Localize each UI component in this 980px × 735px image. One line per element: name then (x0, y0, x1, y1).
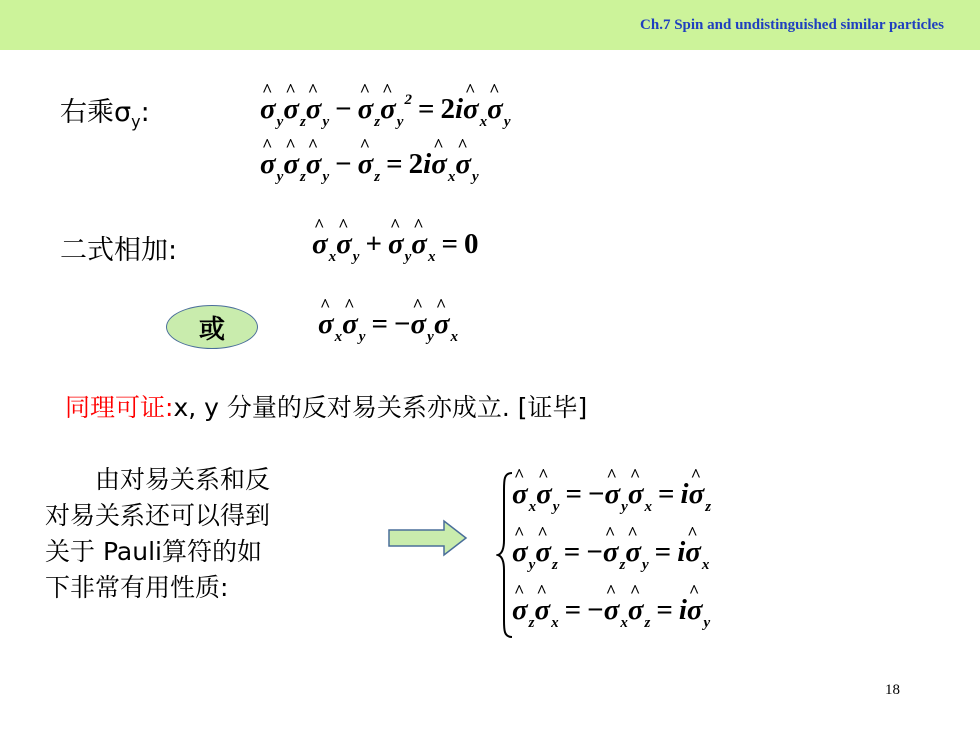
equals-sign: = (563, 536, 581, 568)
sigma-hat-symbol: ^ σ (431, 148, 447, 181)
right-multiply-colon: : (140, 97, 150, 128)
subscript: z (644, 615, 651, 631)
sigma-hat-symbol: ^ σ (628, 594, 644, 627)
sigma-hat-symbol: ^ σ (434, 308, 450, 341)
equals-sign: = (417, 93, 435, 125)
equals-sign: = (371, 308, 388, 340)
coefficient-two: 2 (440, 93, 455, 125)
proof-line (65, 388, 587, 424)
subscript: y (621, 499, 628, 515)
subscript: x (447, 169, 456, 185)
sigma-hat-symbol: ^ σ (463, 93, 479, 126)
sigma-hat-symbol: ^ σ (512, 594, 528, 627)
sigma-hat-symbol: ^ σ (380, 93, 396, 126)
proof-similarly-text: 同理可证: (65, 393, 174, 422)
subscript: z (299, 114, 306, 130)
equals-sign: = (564, 594, 582, 626)
subscript: x (479, 114, 488, 130)
slide-header-bar (0, 0, 980, 50)
or-label: 或 (198, 314, 225, 345)
equation-1 (260, 92, 510, 131)
sigma-hat-symbol: ^ σ (342, 308, 358, 341)
sigma-hat-symbol: ^ σ (260, 148, 276, 181)
sigma-hat-symbol: ^ σ (685, 536, 701, 569)
sigma-hat-symbol: ^ σ (605, 478, 621, 511)
subscript: y (352, 249, 360, 265)
sigma-hat-symbol: ^ σ (534, 594, 550, 627)
equals-sign: = (386, 148, 403, 180)
pauli-relation-yz (512, 536, 709, 574)
subscript: x (701, 557, 710, 573)
paragraph-line: 关于 Pauli算符的如 (45, 537, 262, 566)
sigma-hat-symbol: ^ σ (312, 228, 328, 261)
subscript: y (528, 557, 536, 573)
subscript: x (620, 615, 628, 631)
sigma-hat-symbol: ^ σ (535, 536, 551, 569)
subscript: y (358, 329, 366, 345)
minus-sign: − (587, 594, 604, 626)
sigma-hat-symbol: ^ σ (411, 228, 427, 261)
right-arrow-icon (388, 518, 468, 558)
equation-anticommutator-alt (318, 308, 458, 346)
sigma-hat-symbol: ^ σ (603, 536, 619, 569)
subscript: y (322, 114, 330, 130)
imaginary-i: i (454, 93, 464, 125)
sigma-hat-symbol: ^ σ (318, 308, 334, 341)
minus-sign: − (586, 536, 603, 568)
superscript-squared: 2 (404, 92, 412, 108)
subscript: x (551, 615, 559, 631)
sigma-hat-symbol: ^ σ (512, 478, 528, 511)
equation-2 (260, 148, 479, 186)
subscript: z (528, 615, 535, 631)
equals-sign: = (441, 228, 458, 260)
subscript: x (334, 329, 343, 345)
imaginary-i: i (680, 478, 689, 510)
paragraph-line: 下非常有用性质: (45, 573, 229, 602)
pauli-properties-paragraph (45, 462, 355, 606)
subscript: y (322, 169, 330, 185)
plus-sign: + (365, 228, 382, 260)
sigma-hat-symbol: ^ σ (536, 478, 552, 511)
sigma-hat-symbol: ^ σ (388, 228, 404, 261)
subscript: z (299, 169, 306, 185)
pauli-relation-xy (512, 478, 711, 516)
sigma-hat-symbol: ^ σ (687, 594, 703, 627)
sigma-hat-symbol: ^ σ (455, 148, 471, 181)
or-oval-badge (166, 305, 258, 349)
subscript: y (552, 499, 560, 515)
sigma-hat-symbol: ^ σ (625, 536, 641, 569)
equals-sign: = (657, 478, 675, 510)
equation-anticommutator (312, 228, 478, 266)
minus-sign: − (587, 478, 605, 510)
subscript: y (427, 329, 434, 345)
sigma-hat-symbol: ^ σ (260, 93, 276, 126)
subscript: z (705, 499, 712, 515)
sum-two-label: 二式相加: (60, 235, 178, 266)
equals-sign: = (654, 536, 672, 568)
subscript: y (641, 557, 649, 573)
right-multiply-text: 右乘σ (60, 97, 132, 128)
right-multiply-label (60, 90, 150, 131)
sigma-hat-symbol: ^ σ (487, 93, 503, 126)
subscript: y (703, 615, 711, 631)
paragraph-line: 对易关系还可以得到 (45, 501, 271, 530)
paragraph-line: 由对易关系和反 (95, 465, 271, 494)
sigma-hat-symbol: ^ σ (283, 93, 299, 126)
subscript: z (551, 557, 558, 573)
subscript: y (404, 249, 412, 265)
sigma-hat-symbol: ^ σ (411, 308, 427, 341)
subscript: y (472, 169, 479, 185)
sigma-hat-symbol: ^ σ (628, 478, 644, 511)
imaginary-i: i (678, 594, 687, 626)
sigma-hat-symbol: ^ σ (358, 93, 374, 126)
subscript: z (374, 114, 381, 130)
sigma-hat-symbol: ^ σ (283, 148, 299, 181)
subscript: x (427, 249, 436, 265)
proof-rest-text: x, y 分量的反对易关系亦成立. [证毕] (173, 393, 588, 422)
equals-sign: = (656, 594, 673, 626)
zero: 0 (463, 228, 479, 260)
minus-sign: − (335, 93, 352, 125)
pauli-relation-zx (512, 594, 710, 632)
sigma-hat-symbol: ^ σ (336, 228, 352, 261)
subscript: y (503, 114, 511, 130)
sigma-hat-symbol: ^ σ (306, 93, 322, 126)
subscript: y (276, 114, 284, 130)
subscript: x (528, 499, 537, 515)
page-number: 18 (885, 682, 900, 698)
subscript: y (276, 169, 284, 185)
subscript: y (396, 114, 404, 130)
coefficient-two: 2 (408, 148, 424, 180)
sigma-hat-symbol: ^ σ (512, 536, 528, 569)
subscript: x (328, 249, 337, 265)
sigma-hat-symbol: ^ σ (604, 594, 620, 627)
header-title: Ch.7 Spin and undistinguished similar particles (640, 17, 944, 33)
sigma-hat-symbol: ^ σ (689, 478, 705, 511)
subscript: z (619, 557, 626, 573)
imaginary-i: i (677, 536, 686, 568)
imaginary-i: i (423, 148, 432, 180)
minus-sign: − (335, 148, 352, 180)
subscript: z (374, 169, 381, 185)
right-multiply-sub: y (131, 112, 141, 131)
subscript: x (450, 329, 458, 345)
subscript: x (644, 499, 652, 515)
minus-sign: − (393, 308, 411, 340)
sigma-hat-symbol: ^ σ (306, 148, 322, 181)
equals-sign: = (565, 478, 582, 510)
sigma-hat-symbol: ^ σ (358, 148, 374, 181)
